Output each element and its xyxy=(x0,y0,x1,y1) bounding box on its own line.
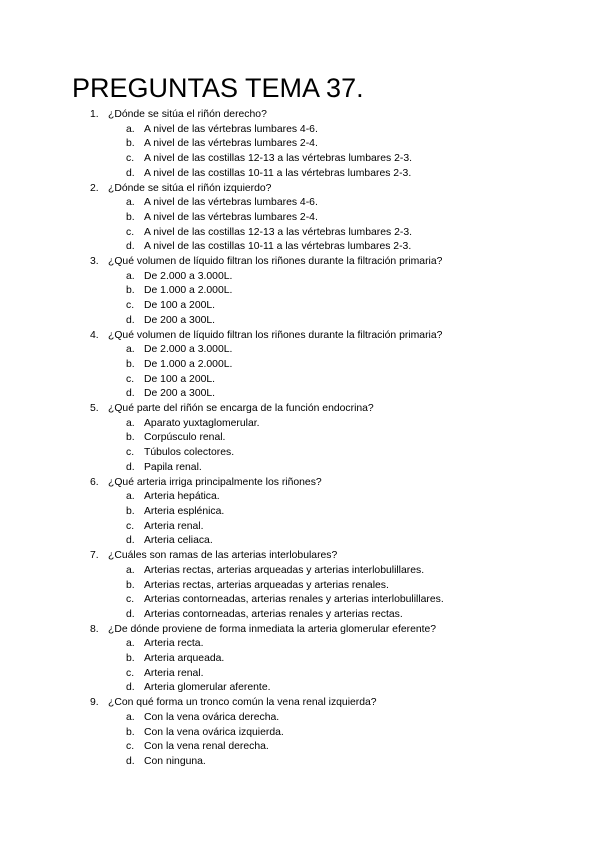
question-item xyxy=(0,329,600,403)
option-letter: a. xyxy=(126,564,135,576)
option-letter: c. xyxy=(126,153,135,165)
question-item xyxy=(0,255,600,329)
option-letter: a. xyxy=(126,344,135,356)
answer-option xyxy=(108,314,600,329)
option-text: Corpúsculo renal. xyxy=(144,432,226,444)
answer-option xyxy=(108,505,600,520)
answer-option xyxy=(108,299,600,314)
option-text: De 2.000 a 3.000L. xyxy=(144,344,233,356)
option-text: Con la vena ovárica derecha. xyxy=(144,711,280,723)
question-item xyxy=(0,182,600,256)
option-text: Arterias contorneadas, arterias renales y arterias interlobulillares. xyxy=(144,594,444,606)
option-text: De 2.000 a 3.000L. xyxy=(144,270,233,282)
answer-option xyxy=(108,490,600,505)
question-number: 8. xyxy=(90,623,99,635)
answer-option xyxy=(108,152,600,167)
question-text: ¿Dónde se sitúa el riñón izquierdo? xyxy=(108,182,272,194)
question-text: ¿Con qué forma un tronco común la vena renal izquierda? xyxy=(108,697,377,709)
option-text: A nivel de las vértebras lumbares 4-6. xyxy=(144,197,318,209)
option-letter: b. xyxy=(126,285,135,297)
option-text: Arterias rectas, arterias arqueadas y arterias interlobulillares. xyxy=(144,564,425,576)
option-text: Con ninguna. xyxy=(144,755,206,767)
answer-option xyxy=(108,373,600,388)
option-text: Arteria renal. xyxy=(144,667,204,679)
option-text: A nivel de las costillas 10-11 a las vértebras lumbares 2-3. xyxy=(144,241,412,253)
option-letter: a. xyxy=(126,491,135,503)
question-number: 6. xyxy=(90,476,99,488)
question-item xyxy=(0,696,600,770)
option-text: Túbulos colectores. xyxy=(144,447,235,459)
option-text: A nivel de las costillas 10-11 a las vértebras lumbares 2-3. xyxy=(144,167,412,179)
answer-option xyxy=(108,564,600,579)
option-text: A nivel de las vértebras lumbares 4-6. xyxy=(144,123,318,135)
option-text: Arteria renal. xyxy=(144,520,204,532)
option-text: De 1.000 a 2.000L. xyxy=(144,358,233,370)
answer-option xyxy=(108,358,600,373)
answer-option xyxy=(108,196,600,211)
answer-option xyxy=(108,137,600,152)
option-list xyxy=(108,196,600,255)
option-text: A nivel de las vértebras lumbares 2-4. xyxy=(144,138,318,150)
option-letter: c. xyxy=(126,300,135,312)
option-letter: b. xyxy=(126,358,135,370)
option-letter: a. xyxy=(126,197,135,209)
question-text: ¿Qué volumen de líquido filtran los riñones durante la filtración primaria? xyxy=(108,329,443,341)
option-text: Arteria esplénica. xyxy=(144,505,225,517)
option-list xyxy=(108,417,600,476)
answer-option xyxy=(108,637,600,652)
answer-option xyxy=(108,608,600,623)
option-text: A nivel de las costillas 12-13 a las vértebras lumbares 2-3. xyxy=(144,226,412,238)
option-text: Arterias rectas, arterias arqueadas y arterias renales. xyxy=(144,579,389,591)
option-list xyxy=(108,270,600,329)
answer-option xyxy=(108,167,600,182)
answer-option xyxy=(108,461,600,476)
option-letter: d. xyxy=(126,608,135,620)
option-list xyxy=(108,123,600,182)
option-text: Arteria celiaca. xyxy=(144,535,213,547)
question-number: 2. xyxy=(90,182,99,194)
answer-option xyxy=(108,740,600,755)
question-number: 7. xyxy=(90,550,99,562)
option-letter: d. xyxy=(126,535,135,547)
option-letter: d. xyxy=(126,314,135,326)
question-number: 4. xyxy=(90,329,99,341)
option-letter: a. xyxy=(126,417,135,429)
question-item xyxy=(0,549,600,623)
question-item xyxy=(0,402,600,476)
answer-option xyxy=(108,284,600,299)
answer-option xyxy=(108,431,600,446)
option-text: De 200 a 300L. xyxy=(144,388,216,400)
option-list xyxy=(108,637,600,696)
answer-option xyxy=(108,652,600,667)
answer-option xyxy=(108,123,600,138)
answer-option xyxy=(108,667,600,682)
answer-option xyxy=(108,446,600,461)
option-letter: d. xyxy=(126,461,135,473)
option-letter: c. xyxy=(126,447,135,459)
answer-option xyxy=(108,240,600,255)
option-text: Con la vena ovárica izquierda. xyxy=(144,726,284,738)
option-letter: b. xyxy=(126,138,135,150)
question-number: 5. xyxy=(90,403,99,415)
question-text: ¿Qué parte del riñón se encarga de la función endocrina? xyxy=(108,403,374,415)
option-letter: a. xyxy=(126,270,135,282)
page-title: PREGUNTAS TEMA 37. xyxy=(72,73,364,103)
answer-option xyxy=(108,593,600,608)
answer-option xyxy=(108,726,600,741)
answer-option xyxy=(108,711,600,726)
option-letter: b. xyxy=(126,505,135,517)
question-number: 9. xyxy=(90,697,99,709)
option-list xyxy=(108,490,600,549)
option-letter: a. xyxy=(126,711,135,723)
answer-option xyxy=(108,681,600,696)
option-letter: c. xyxy=(126,520,135,532)
question-list xyxy=(0,108,600,770)
option-text: A nivel de las costillas 12-13 a las vértebras lumbares 2-3. xyxy=(144,153,412,165)
question-item xyxy=(0,108,600,182)
answer-option xyxy=(108,226,600,241)
question-text: ¿Qué volumen de líquido filtran los riñones durante la filtración primaria? xyxy=(108,256,443,268)
answer-option xyxy=(108,534,600,549)
option-letter: d. xyxy=(126,682,135,694)
option-letter: c. xyxy=(126,594,135,606)
option-letter: b. xyxy=(126,211,135,223)
question-item xyxy=(0,476,600,550)
answer-option xyxy=(108,387,600,402)
option-text: Arteria arqueada. xyxy=(144,653,225,665)
option-letter: a. xyxy=(126,123,135,135)
option-list xyxy=(108,711,600,770)
option-list xyxy=(108,343,600,402)
option-letter: d. xyxy=(126,388,135,400)
option-text: De 100 a 200L. xyxy=(144,373,216,385)
option-text: De 200 a 300L. xyxy=(144,314,216,326)
question-text: ¿Cuáles son ramas de las arterias interlobulares? xyxy=(108,550,338,562)
option-text: Aparato yuxtaglomerular. xyxy=(144,417,260,429)
option-letter: a. xyxy=(126,638,135,650)
question-item xyxy=(0,623,600,697)
question-number: 3. xyxy=(90,256,99,268)
answer-option xyxy=(108,211,600,226)
option-text: De 1.000 a 2.000L. xyxy=(144,285,233,297)
option-text: Arterias contorneadas, arterias renales y arterias rectas. xyxy=(144,608,403,620)
option-text: A nivel de las vértebras lumbares 2-4. xyxy=(144,211,318,223)
answer-option xyxy=(108,417,600,432)
question-text: ¿Dónde se sitúa el riñón derecho? xyxy=(108,109,267,120)
option-letter: d. xyxy=(126,241,135,253)
option-letter: d. xyxy=(126,167,135,179)
option-letter: b. xyxy=(126,726,135,738)
option-letter: c. xyxy=(126,741,135,753)
option-text: Arteria glomerular aferente. xyxy=(144,682,271,694)
answer-option xyxy=(108,755,600,770)
answer-option xyxy=(108,520,600,535)
answer-option xyxy=(108,579,600,594)
option-text: De 100 a 200L. xyxy=(144,300,216,312)
option-letter: b. xyxy=(126,579,135,591)
option-letter: b. xyxy=(126,653,135,665)
option-text: Arteria hepática. xyxy=(144,491,220,503)
option-letter: c. xyxy=(126,226,135,238)
question-number: 1. xyxy=(90,109,99,120)
question-text: ¿Qué arteria irriga principalmente los riñones? xyxy=(108,476,322,488)
option-letter: b. xyxy=(126,432,135,444)
option-text: Papila renal. xyxy=(144,461,202,473)
option-text: Arteria recta. xyxy=(144,638,204,650)
answer-option xyxy=(108,343,600,358)
answer-option xyxy=(108,270,600,285)
option-text: Con la vena renal derecha. xyxy=(144,741,269,753)
option-letter: c. xyxy=(126,373,135,385)
option-list xyxy=(108,564,600,623)
option-letter: d. xyxy=(126,755,135,767)
option-letter: c. xyxy=(126,667,135,679)
question-text: ¿De dónde proviene de forma inmediata la arteria glomerular eferente? xyxy=(108,623,437,635)
